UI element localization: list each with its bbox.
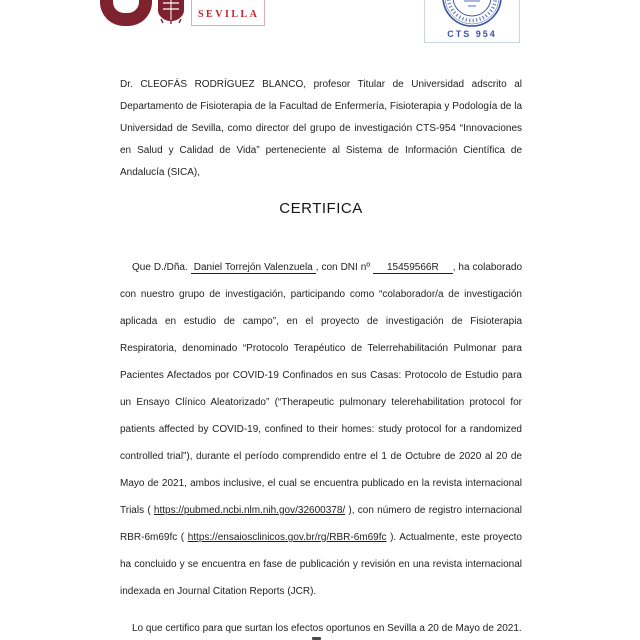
body-text-2: , con DNI nº (315, 262, 373, 273)
person-name-underlined: Daniel Torrejón Valenzuela (191, 262, 316, 274)
body-text-4: ), con número de registro internacional RBR-6m69fc ( (120, 505, 522, 543)
closing-line: Lo que certifico para que surtan los efectos oportunos en Sevilla a 20 de Mayo de 2021. (132, 623, 522, 634)
logo-wordmark: SEVILLA (198, 9, 260, 20)
certifies-heading: CERTIFICA (279, 200, 363, 217)
circular-seal-icon (440, 0, 504, 29)
university-of-seville-logo (100, 0, 265, 26)
dni-underlined: 15459566R (373, 262, 453, 274)
body-text-5: ). Actualmente, este proyecto ha concluido y se encuentra en fase de publicación y revisión en una revista internacional indexada en Journal Citation Reports (JCR). (120, 532, 522, 597)
logo-wordmark-box (191, 0, 265, 26)
ensaiosclinicos-link[interactable]: https://ensaiosclinicos.gov.br/rg/RBR-6m69fc (187, 532, 387, 543)
body-text-1: Que D./Dña. (132, 262, 191, 273)
stamp-label: CTS 954 (447, 29, 497, 39)
research-group-stamp (424, 0, 520, 43)
intro-paragraph: Dr. CLEOFÁS RODRÍGUEZ BLANCO, profesor Titular de Universidad adscrito al Departamento de Fisioterapia de la Facultad de Enfermería, Fisioterapia y Podología de la Universidad de Sevilla, como director del grupo de investigación CTS-954 “Innovaciones en Salud y Calidad de Vida” perteneciente al Sistema de Información Científica de Andalucía (SICA), (120, 79, 522, 178)
logo-u-glyph (100, 0, 152, 26)
body-paragraph (120, 254, 522, 605)
logo-crest-icon (155, 0, 187, 24)
pubmed-link[interactable]: https://pubmed.ncbi.nlm.nih.gov/32600378/ (153, 505, 346, 516)
body-text-3: , ha colaborado con nuestro grupo de investigación, participando como “colaborador/a de investigación aplicada en estudio de campo”, en el proyecto de investigación de Fisioterapia Respiratoria, denominado “Protocolo Terapéutico de Telerrehabilitación Pulmonar para Pacientes Afectados por COVID-19 Confinados en sus Casas: Protocolo de Estudio para un Ensayo Clínico Aleatorizado” (“Therapeutic pulmonary telerehabilitation protocol for patients affected by COVID-19, confined to their homes: study protocol for a randomized controlled trial”), durante el período comprendido entre el 1 de Octubre de 2020 al 20 de Mayo de 2021, ambos inclusive, el cual se encuentra publicado en la revista internacional Trials ( (120, 262, 523, 516)
